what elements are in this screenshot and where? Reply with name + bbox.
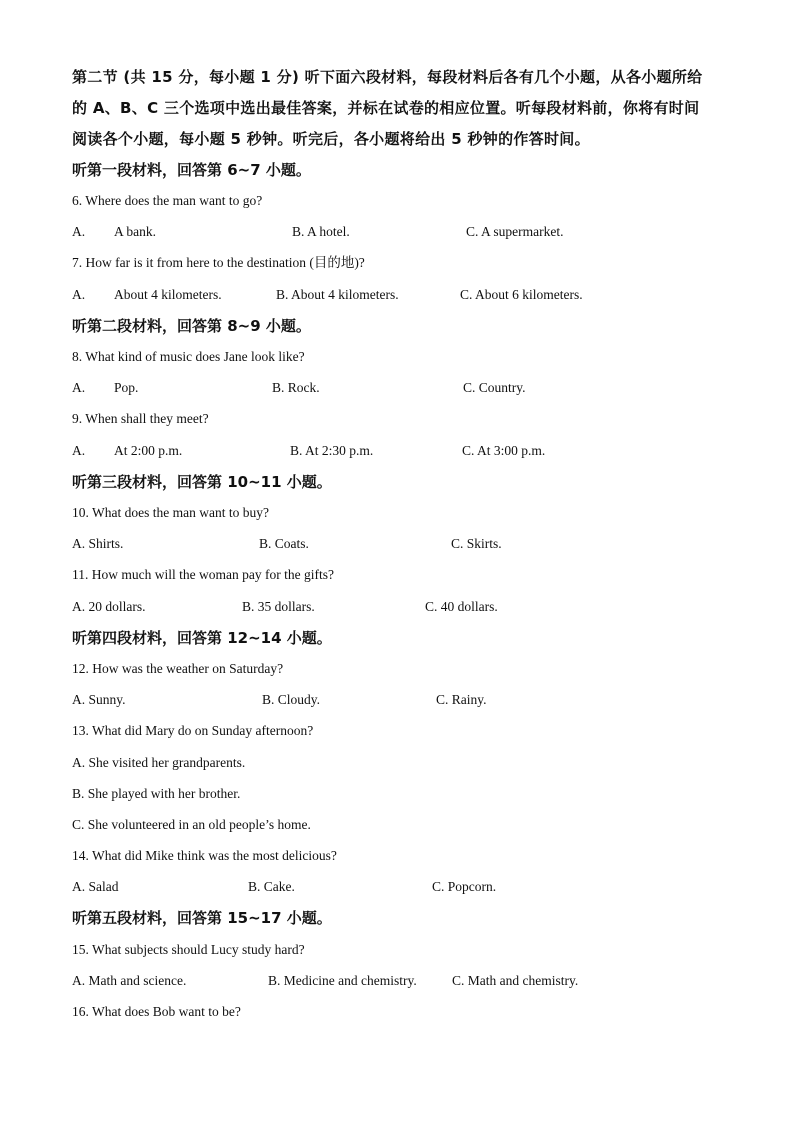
option-a[interactable]: A. She visited her grandparents. [72, 755, 246, 770]
instruction-line-1: 第二节 (共 15 分，每小题 1 分) 听下面六段材料，每段材料后各有几个小题，从各小题所给 [72, 68, 703, 86]
option-b[interactable]: B. At 2:30 p.m. [290, 443, 374, 458]
question-12: 12. How was the weather on Saturday? [72, 661, 284, 676]
option-b[interactable]: B. Medicine and chemistry. [268, 973, 417, 988]
question-9: 9. When shall they meet? [72, 411, 209, 426]
section-heading-4: 听第四段材料，回答第 12~14 小题。 [72, 629, 332, 647]
option-c[interactable]: C. Skirts. [451, 536, 502, 551]
section-heading-3: 听第三段材料，回答第 10~11 小题。 [72, 473, 332, 491]
option-b[interactable]: B. A hotel. [292, 224, 350, 239]
section-instructions [72, 62, 732, 155]
option-a[interactable]: A bank. [114, 224, 156, 239]
question-13: 13. What did Mary do on Sunday afternoon? [72, 723, 314, 738]
section-heading-1: 听第一段材料，回答第 6~7 小题。 [72, 161, 311, 179]
option-a[interactable]: Pop. [114, 380, 139, 395]
option-c[interactable]: C. A supermarket. [466, 224, 564, 239]
option-c[interactable]: C. At 3:00 p.m. [462, 443, 546, 458]
option-a[interactable]: A. Salad [72, 879, 119, 894]
option-b[interactable]: B. 35 dollars. [242, 599, 315, 614]
option-letter-a[interactable]: A. [72, 287, 86, 302]
option-c[interactable]: C. Country. [463, 380, 526, 395]
section-heading-5: 听第五段材料，回答第 15~17 小题。 [72, 909, 332, 927]
instruction-line-2: 的 A、B、C 三个选项中选出最佳答案，并标在试卷的相应位置。听每段材料前，你将有时间 [72, 99, 700, 117]
option-a[interactable]: A. Sunny. [72, 692, 126, 707]
option-b[interactable]: B. About 4 kilometers. [276, 287, 399, 302]
option-b[interactable]: B. Rock. [272, 380, 320, 395]
option-letter-a[interactable]: A. [72, 380, 86, 395]
question-16: 16. What does Bob want to be? [72, 1004, 241, 1019]
option-letter-a[interactable]: A. [72, 224, 86, 239]
question-8: 8. What kind of music does Jane look like? [72, 349, 305, 364]
option-a[interactable]: About 4 kilometers. [114, 287, 222, 302]
instruction-line-3: 阅读各个小题，每小题 5 秒钟。听完后，各小题将给出 5 秒钟的作答时间。 [72, 130, 590, 148]
question-7: 7. How far is it from here to the destination (目的地)? [72, 255, 365, 270]
option-b[interactable]: B. Cloudy. [262, 692, 321, 707]
option-letter-a[interactable]: A. [72, 443, 86, 458]
option-c[interactable]: C. Math and chemistry. [452, 973, 579, 988]
option-a[interactable]: A. Math and science. [72, 973, 187, 988]
option-b[interactable]: B. She played with her brother. [72, 786, 241, 801]
option-a[interactable]: At 2:00 p.m. [114, 443, 183, 458]
option-c[interactable]: C. Rainy. [436, 692, 487, 707]
option-c[interactable]: C. Popcorn. [432, 879, 497, 894]
option-c[interactable]: C. 40 dollars. [425, 599, 498, 614]
question-10: 10. What does the man want to buy? [72, 505, 269, 520]
question-11: 11. How much will the woman pay for the gifts? [72, 567, 334, 582]
option-c[interactable]: C. She volunteered in an old people’s home. [72, 817, 311, 832]
question-15: 15. What subjects should Lucy study hard? [72, 942, 305, 957]
option-b[interactable]: B. Coats. [259, 536, 309, 551]
question-14: 14. What did Mike think was the most delicious? [72, 848, 337, 863]
section-heading-2: 听第二段材料，回答第 8~9 小题。 [72, 317, 311, 335]
option-b[interactable]: B. Cake. [248, 879, 295, 894]
option-c[interactable]: C. About 6 kilometers. [460, 287, 583, 302]
question-6: 6. Where does the man want to go? [72, 193, 263, 208]
option-a[interactable]: A. Shirts. [72, 536, 124, 551]
option-a[interactable]: A. 20 dollars. [72, 599, 146, 614]
